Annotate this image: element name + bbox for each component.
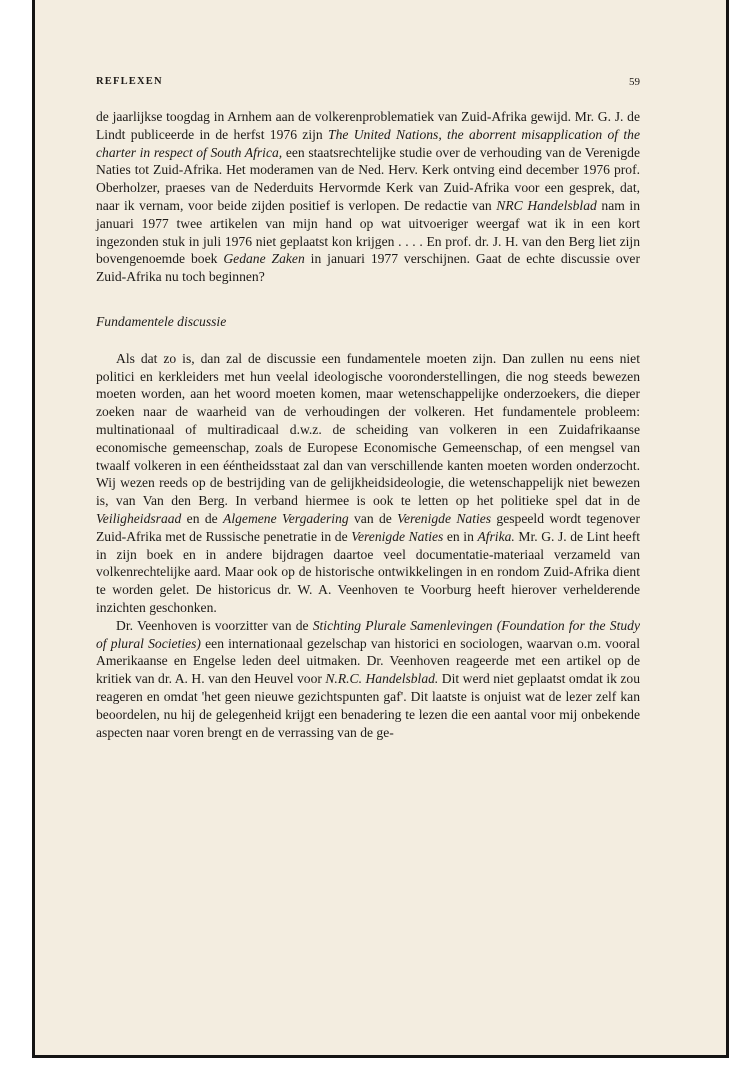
paragraph	[96, 350, 640, 617]
italic-text: N.R.C. Handelsblad.	[325, 671, 439, 687]
text-run: in januari 1977 verschijnen. Gaat de echte discussie over Zuid-Afrika nu toch beginnen?	[96, 251, 640, 285]
text-run: een staatsrechtelijke studie over de verhouding van de Verenigde Naties tot Zuid-Afrika. Het moderamen van de Ned. Herv. Kerk ontving eind december 1976 prof. Oberholzer, praeses van de Nederduits Hervormde Kerk van Zuid-Afrika voor een gesprek, dat, naar ik vernam, voor beide zijden positief is verlopen. De redactie van	[96, 144, 640, 213]
italic-text: The United Nations, the aborrent misapplication of the charter in respect of South Africa,	[96, 126, 640, 160]
italic-text: Verenigde Naties	[397, 510, 492, 526]
text-run: van de	[348, 510, 398, 526]
text-run: gespeeld wordt tegenover Zuid-Afrika met de Russische penetratie in de	[96, 510, 640, 544]
book-page	[32, 0, 729, 1058]
text-run: Mr. G. J. de Lint heeft in zijn boek en in andere bijdragen daartoe veel documentatie-materiaal verzameld van volkenrechtelijke aard. Maar ook op de historische ontwikkelingen in en rondom Zuid-Afrika dient te worden gelet. De historicus dr. W. A. Veenhoven te Voorburg heeft hierover verhelderende inzichten geschonken.	[96, 528, 641, 615]
paragraph	[96, 617, 640, 742]
text-run: de jaarlijkse toogdag in Arnhem aan de volkerenproblematiek van Zuid-Afrika gewijd. Mr. G. J. de Lindt publiceerde in de herfst 1976 zijn	[96, 109, 640, 142]
text-run: Dit werd niet geplaatst omdat ik zou reageren en omdat 'het geen nieuwe gezichtspunten gaf'. Dit laatste is onjuist wat de lezer zelf kan beoordelen, nu hij de gelegenheid krijgt een benadering te lezen die een aantal voor mij onbekende aspecten naar voren brengt en de verrassing van de ge-	[96, 671, 641, 740]
italic-text: NRC Handelsblad	[496, 197, 597, 213]
text-run: een internationaal gezelschap van historici en sociologen, waarvan o.m. vooral Amerikaanse en Engelse leden deel uitmaken. Dr. Veenhoven reageerde met een artikel op de kritiek van dr. A. H. van den Heuvel voor	[96, 635, 640, 687]
text-run: en de	[181, 510, 224, 526]
intro-paragraphs	[96, 108, 640, 286]
page-header	[96, 76, 640, 92]
section-heading: Fundamentele discussie	[96, 313, 227, 329]
page-body	[96, 108, 640, 741]
italic-text: Veiligheidsraad	[96, 510, 182, 526]
italic-text: Verenigde Naties	[351, 528, 444, 544]
italic-text: Algemene Vergadering	[223, 510, 349, 526]
italic-text: Stichting Plurale Samenlevingen (Foundation for the Study of plural Societies)	[96, 617, 640, 651]
text-run: Dr. Veenhoven is voorzitter van de	[116, 617, 313, 633]
text-run: Als dat zo is, dan zal de discussie een fundamentele moeten zijn. Dan zullen nu eens niet politici en kerkleiders met hun veelal ideologische vooronderstellingen, die nog steeds bewezen moeten worden, aan het woord moeten komen, maar wetenschappelijke onderzoekers, die dieper zoeken naar de waarheid van de verhoudingen der volkeren. Het fundamentele probleem: multinationaal of multiradicaal d.w.z. de scheiding van volkeren in een Zuidafrikaanse economische gemeenschap, zoals de Europese Economische Gemeenschap, of een mengsel van twaalf volkeren in een ééntheidsstaat zal dan van verschillende kanten moeten worden onderzocht. Wij wezen reeds op de bestrijding van de gelijkheidsideologie, die wetenschappelijk niet bewezen is, van Van den Berg. In verband hiermee is ook te letten op het politieke spel dat in de	[96, 350, 640, 509]
section-paragraphs	[96, 350, 640, 742]
text-run: nam in januari 1977 twee artikelen van mijn hand op wat uitvoeriger weergaf wat ik in een kort ingezonden stuk in juli 1976 niet geplaatst kon krijgen . . . . En prof. dr. J. H. van den Berg liet zijn bovengenoemde boek	[96, 197, 641, 267]
text-run: en in	[443, 528, 478, 544]
paragraph	[96, 108, 640, 286]
page-number: 59	[629, 76, 640, 88]
running-title: REFLEXEN	[96, 76, 163, 87]
italic-text: Gedane Zaken	[223, 251, 305, 267]
italic-text: Afrika.	[477, 528, 515, 544]
